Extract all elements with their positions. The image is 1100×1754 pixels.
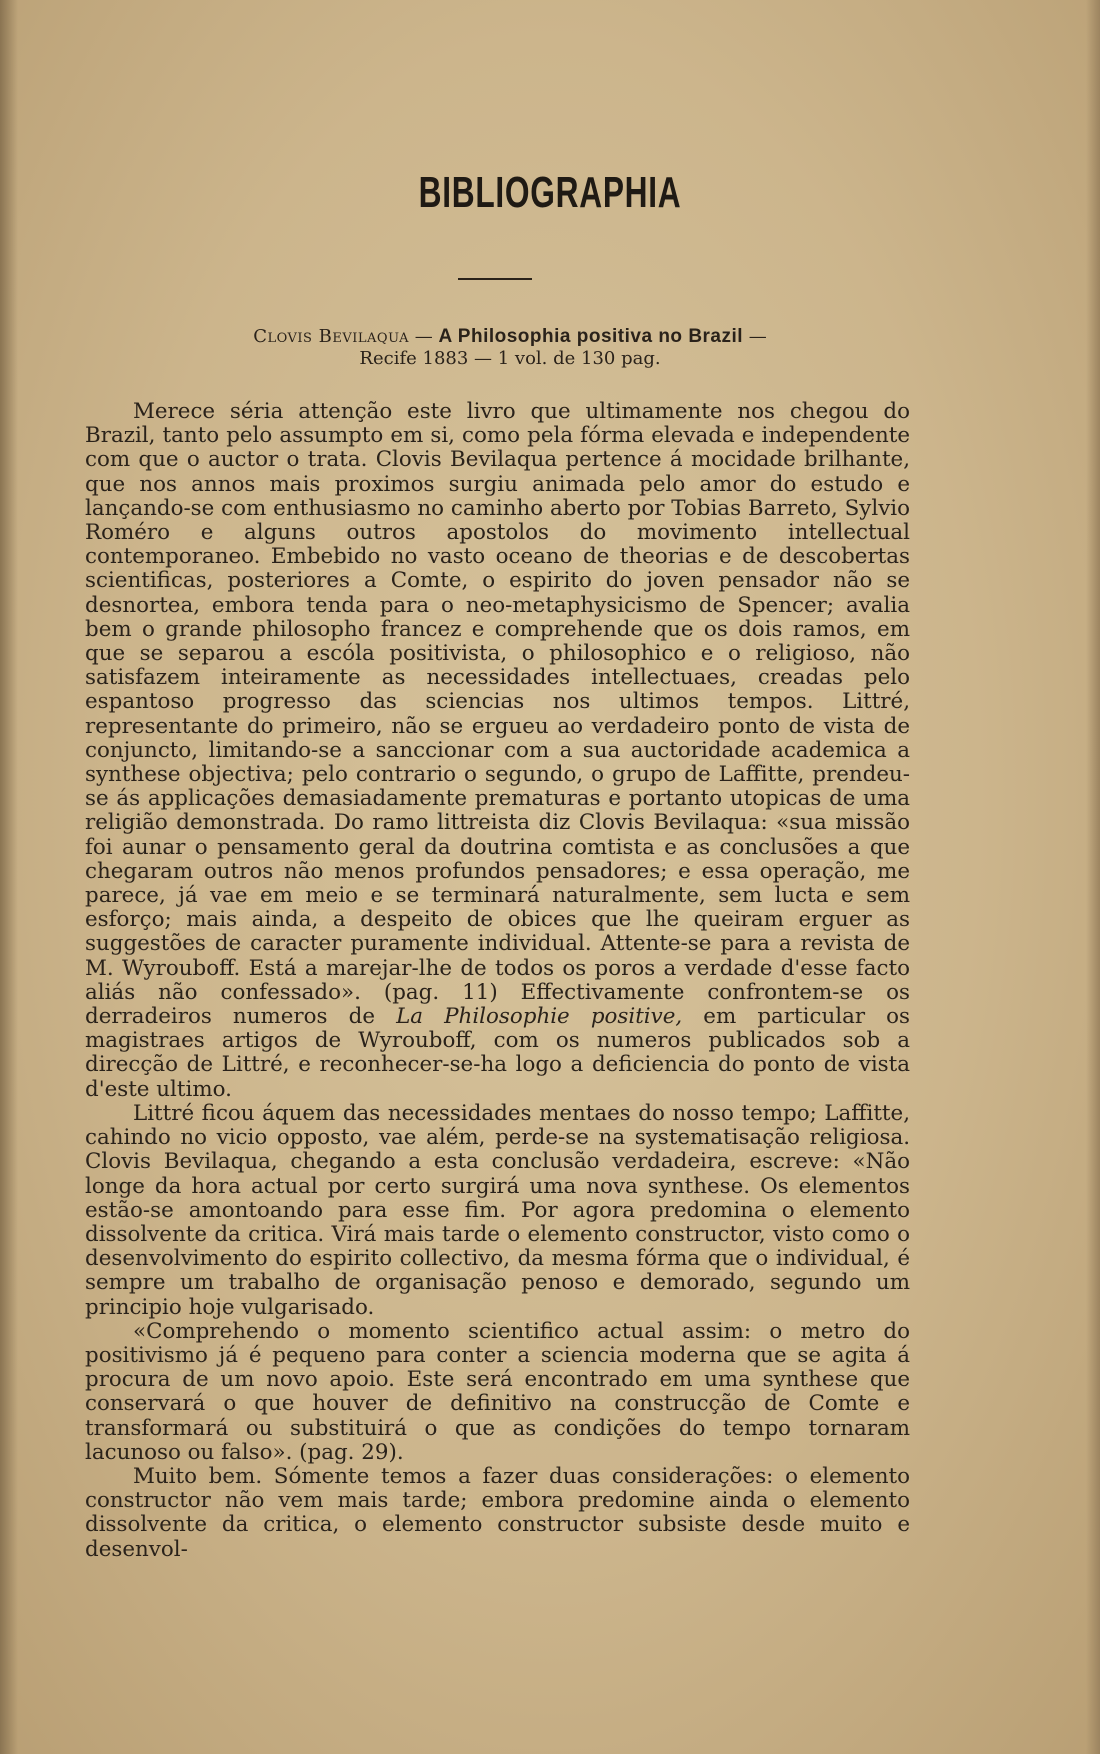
entry-book-title: A Philosophia positiva no Brazil	[438, 326, 744, 347]
section-title: BIBLIOGRAPHIA	[418, 168, 682, 217]
paragraph-4: Muito bem. Sómente temos a fazer duas considerações: o elemento constructor não vem mais tarde; embora predomine ainda o elemento dissolvente da critica, o elemento constructor subsiste desde muito e desenvol-	[85, 1463, 910, 1562]
entry-dash-1: —	[409, 326, 439, 347]
page-edge-right	[1086, 0, 1100, 1754]
paragraph-2: Littré ficou áquem das necessidades mentaes do nosso tempo; Laffitte, cahindo no vicio opposto, vae além, perde-se na systematisação religiosa. Clovis Bevilaqua, chegando a esta conclusão verdadeira, escreve: «Não longe da hora actual por certo surgirá uma nova synthese. Os elementos estão-se amontoando para esse fim. Por agora predomina o elemento dissolvente da critica. Virá mais tarde o elemento constructor, visto como o desenvolvimento do espirito collectivo, da mesma fórma que o individual, é sempre um trabalho de organisação penoso e demorado, segundo um principio hoje vulgarisado.	[85, 1100, 910, 1320]
paragraph-1-text-a: Merece séria attenção este livro que ultimamente nos chegou do Brazil, tanto pelo assumpto em si, como pela fórma elevada e independente com que o auctor o trata. Clovis Bevilaqua pertence á mocidade brilhante, que nos annos mais proximos surgiu animada pelo amor do estudo e lançando-se com enthusiasmo no caminho aberto por Tobias Barreto, Sylvio Roméro e alguns outros apostolos do movimento intellectual contemporaneo. Embebido no vasto oceano de theorias e de descobertas scientificas, posteriores a Comte, o espirito do joven pensador não se desnortea, embora tenda para o neo-metaphysicismo de Spencer; avalia bem o grande philosopho francez e comprehende que os dois ramos, em que se separou a escóla positivista, o philosophico e o religioso, não satisfazem inteiramente as necessidades intellectuaes, creadas pelo espantoso progresso das sciencias nos ultimos tempos. Littré, representante do primeiro, não se ergueu ao verdadeiro ponto de vista de conjuncto, limitando-se a sanccionar com a sua auctoridade academica a synthese objectiva; pelo contrario o segundo, o grupo de Laffitte, prendeu-se ás applicações demasiadamente prematuras e portanto utopicas de uma religião demonstrada. Do ramo littreista diz Clovis Bevilaqua: «sua missão foi aunar o pensamento geral da doutrina comtista e as conclusões a que chegaram outros não menos profundos pensadores; e essa operação, me parece, já vae em meio e se terminará naturalmente, sem lucta e sem esforço; mais ainda, a despeito de obices que lhe queiram erguer as suggestões de caracter puramente individual. Attente-se para a revista de M. Wyrouboff. Está a marejar-lhe de todos os poros a verdade d'esse facto aliás não confessado». (pag. 11) Effectivamente confrontem-se os derradeiros numeros de	[85, 399, 910, 1030]
article-body	[85, 400, 910, 1562]
title-divider	[458, 278, 532, 280]
entry-author: Clovis Bevilaqua	[253, 326, 410, 347]
bibliography-entry-header	[150, 326, 870, 370]
paragraph-1	[85, 400, 910, 1102]
entry-line-1	[150, 326, 870, 348]
entry-dash-2: —	[743, 326, 767, 347]
paragraph-1-text-b: em particular os magistraes artigos de Wyrouboff, com os numeros publicados sob a direcção de Littré, e reconhecer-se-ha logo a deficiencia do ponto de vista d'este ultimo.	[85, 1004, 911, 1102]
paragraph-1-italic-title: La Philosophie positive,	[396, 1004, 683, 1030]
page-edge-left	[0, 0, 18, 1754]
entry-details: Recife 1883 — 1 vol. de 130 pag.	[359, 348, 661, 369]
paragraph-3: «Comprehendo o momento scientifico actual assim: o metro do positivismo já é pequeno para conter a sciencia moderna que se agita á procura de um novo apoio. Este será encontrado em uma synthese que conservará o que houver de definitivo na construcção de Comte e transformará ou substituirá o que as condições do tempo tornaram lacunoso ou falso». (pag. 29).	[85, 1318, 910, 1465]
